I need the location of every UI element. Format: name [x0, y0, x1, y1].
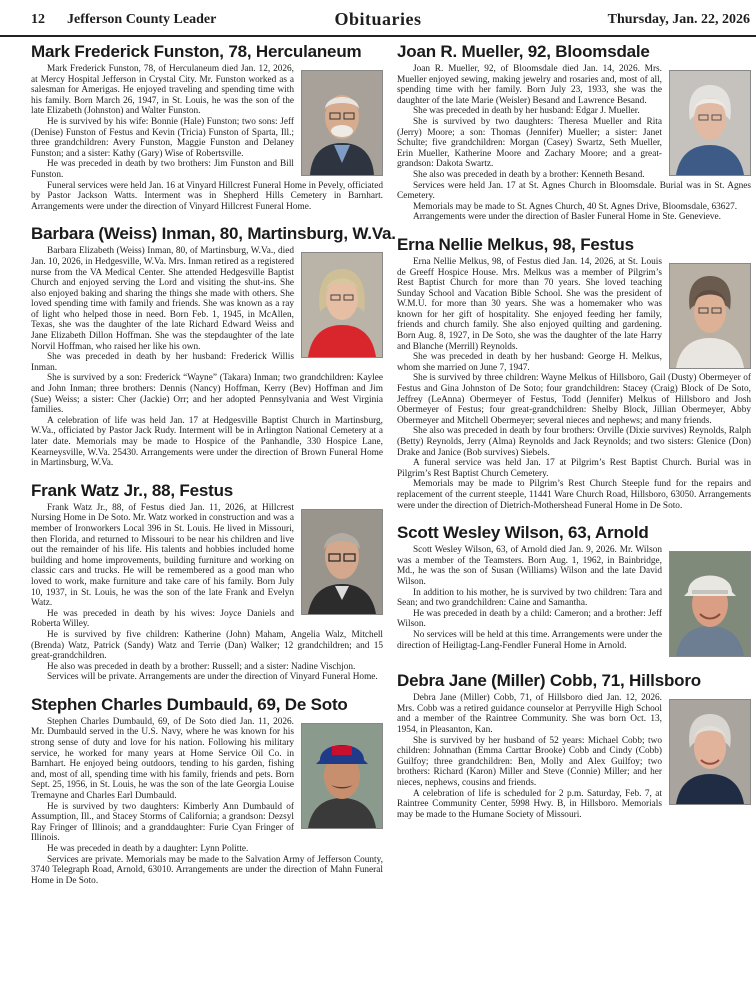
obituary-paragraph: No services will be held at this time. Arrangements were under the direction of Heiligtag-Lang-Fendler Funeral Home in Arnold.	[397, 629, 662, 651]
obituary-paragraph: He was preceded in death by two brothers: Jim Funston and Bill Funston.	[31, 159, 294, 180]
obituary-watz	[31, 479, 383, 693]
obituary-paragraph: He was preceded in death by a daughter: Lynn Politte.	[47, 844, 249, 854]
obituary-paragraph: She was preceded in death by her husband: Frederick Willis Inman.	[31, 352, 294, 373]
obituary-paragraph: She was preceded in death by her husband: George H. Melkus, whom she married on June 7, 1947.	[397, 352, 662, 373]
obituary-paragraph: She was preceded in death by her husband: Edgar J. Mueller.	[413, 106, 640, 117]
obituary-headline: Erna Nellie Melkus, 98, Festus	[397, 234, 634, 254]
portrait-photo	[301, 723, 383, 829]
obituary-paragraph: Services were held Jan. 17 at St. Agnes Church in Bloomsdale. Burial was in St. Agnes Cemetery.	[397, 180, 751, 202]
obituary-paragraph: He was preceded in death by a child: Cameron; and a brother: Jeff Wilson.	[397, 608, 662, 630]
obituary-paragraph: Stephen Charles Dumbauld, 69, of De Soto died Jan. 11, 2026. Mr. Dumbauld served in the U.S. Navy, where he was known for his strong sense of duty and love for his nation. Following his military service, he worked for many years at Home Service Oil Co. in Barnhart. He enjoyed being outdoors, tending to his garden, fishing and, most of all, spending time with his family, friends and pets. Born Sept. 25, 1956, in St. Louis, he was the son of the late Georgia Louise Tremayne and Charles Earl Dumbauld.	[31, 716, 294, 802]
obituary-paragraph: He was preceded in death by his wives: Joyce Daniels and Roberta Willey.	[31, 608, 294, 630]
newspaper-name: Jefferson County Leader	[67, 12, 217, 27]
obituary-paragraph: Joan R. Mueller, 92, of Bloomsdale died Jan. 14, 2026. Mrs. Mueller enjoyed sewing, making jewelry and rosaries and, most of all, spending time with her family. Born July 23, 1933, she was the daughter of the late Marie (Weisler) Besand and Lawrence Besand.	[397, 64, 662, 106]
obituary-paragraph: Barbara Elizabeth (Weiss) Inman, 80, of Martinsburg, W.Va., died Jan. 10, 2026, in Hedgesville, W.Va. Mrs. Inman retired as a registered nurse from the VA Medical Center. She attended Hedgesville Baptist Church and enjoyed serving the Lord and visiting the shut-ins. She also enjoyed baking and sharing the things she made with others. She loved spending time with family and friends. She was known as a ray of light who helped those in need. Born Feb. 1, 1945, in McAllen, Texas, she was the daughter of the late Richard Edward Weiss and Jane Elizabeth Dillon Hoffman. She was the stepdaughter of the late Norvil Hoffman, who raised her like his own.	[31, 246, 294, 352]
obituary-paragraph: A funeral service was held Jan. 17 at Pilgrim’s Rest Baptist Church. Burial was in Pilgrim’s Rest Baptist Church Cemetery.	[397, 458, 751, 479]
obituary-headline: Mark Frederick Funston, 78, Herculaneum	[31, 42, 362, 61]
obituary-paragraph: In addition to his mother, he is survived by two children: Tara and Sean; and two grandchildren: Caine and Samantha.	[397, 587, 662, 609]
obituary-paragraph: She is survived by her husband of 52 years: Michael Cobb; two children: Johnathan (Emma Carttar Brooke) Cobb and Cindy (Cobb) Guilfoy; three grandchildren: Ben, Molly and Alex Guilfoy; two brothers: Richard (Karon) Miller and Steve (Connie) Miller; and her nieces, nephews, cousins and friends.	[397, 735, 662, 788]
obituary-paragraph: Debra Jane (Miller) Cobb, 71, of Hillsboro died Jan. 12, 2026. Mrs. Cobb was a retired guidance counselor at Perryville High School and a member of the Raintree Community. She was born Oct. 13, 1954, in Pleasanton, Kan.	[397, 693, 662, 735]
obituary-paragraph: Services will be private. Arrangements are under the direction of Vinyard Funeral Home.	[47, 672, 378, 683]
obituary-paragraph: She is survived by a son: Frederick “Wayne” (Takara) Inman; two grandchildren: Kaylee and John Inman; three brothers: Dennis (Nancy) Hoffman, Kerry (Bev) Hoffman and Jim (Sue) Weiss; a sister: Cher (Jackie) Orr; and her adopted Pennsylvania and West Virginia families.	[31, 373, 383, 416]
portrait-photo	[301, 70, 383, 176]
obituary-paragraph: Scott Wesley Wilson, 63, of Arnold died Jan. 9, 2026. Mr. Wilson was a member of the Teamsters. Born Aug. 1, 1962, in Bainbridge, Md., he was the son of Susan (Williams) Wilson and the late David Wilson.	[397, 545, 662, 587]
issue-date: Thursday, Jan. 22, 2026	[607, 12, 750, 27]
portrait-photo	[301, 252, 383, 358]
obituary-headline: Barbara (Weiss) Inman, 80, Martinsburg, W.Va.	[31, 224, 396, 244]
left-column	[31, 40, 396, 886]
obituary-paragraph: She is survived by two daughters: Theresa Mueller and Rita (Jerry) Moore; a son: Thomas (Jennifer) Mueller; a sister: Janet Schulte; five grandchildren: Morgan (Casey) Swartz, Seth Mueller, Erin Mueller, Katherine Moore and Zachary Moore; and a great-grandson: Dakota Swartz.	[397, 116, 662, 170]
obituary-funston	[31, 40, 383, 222]
obituary-paragraph: She also was preceded in death by four brothers: Orville (Dixie survives) Reynolds, Ralph (Betty) Reynolds, Jerry (Alma) Reynolds and Jack Reynolds; and two sisters: Glenice (Don) Drake and Janice (Bob survives) Siebels.	[397, 426, 751, 458]
portrait-photo	[669, 699, 751, 805]
page-header	[0, 0, 756, 38]
obituary-paragraph: Funeral services were held Jan. 16 at Vinyard Hillcrest Funeral Home in Pevely, officiated by Pastor Jackson Watts. Interment was in Shepherd Hills Cemetery in Barnhart. Arrangements were under the direction of Vinyard Hillcrest Funeral Home.	[31, 180, 383, 212]
obituary-paragraph: Frank Watz Jr., 88, of Festus died Jan. 11, 2026, at Hillcrest Nursing Home in De Soto. Mr. Watz worked in construction and was a member of Ironworkers Local 396 in St. Louis. He lived in Missouri, then Florida, and returned to Missouri to be near his children and live out the remainder of his life. His talents and hobbies included home building and home improvements, building furniture and working on classic cars and trucks. He will be remembered as a good man who loved to work, make furniture and take care of his family. Born July 10, 1937, in St. Louis, he was the son of the late Frank and Evelyn Watz.	[31, 502, 294, 609]
obituary-paragraph: Memorials may be made to Pilgrim’s Rest Church Steeple fund for the repairs and replacement of the current steeple, 11441 Ware Church Road, Hillsboro, 63050. Arrangements were under the direction of Dietrich-Mothershead Funeral Home in De Soto.	[397, 479, 751, 511]
header-rule	[0, 35, 756, 37]
obituary-dumbauld	[31, 693, 383, 887]
obituary-headline: Joan R. Mueller, 92, Bloomsdale	[397, 42, 650, 61]
obituary-paragraph: Arrangements were under the direction of Basler Funeral Home in Ste. Genevieve.	[413, 212, 721, 223]
obituary-headline: Debra Jane (Miller) Cobb, 71, Hillsboro	[397, 671, 701, 691]
portrait-photo	[669, 70, 751, 176]
obituary-wilson	[397, 521, 751, 669]
obituary-paragraph: She also was preceded in death by a brother: Kenneth Besand.	[413, 169, 645, 180]
obituary-paragraph: He is survived by his wife: Bonnie (Hale) Funston; two sons: Jeff (Denise) Funston of Festus and Kevin (Tricia) Funston of Sparta, Ill.; three grandchildren: Avery Funston, Maggie Funston and Delaney Funston; and a sister: Kathy (Gary) Wise of Robertsville.	[31, 116, 294, 159]
obituary-headline: Frank Watz Jr., 88, Festus	[31, 480, 234, 500]
obituary-paragraph: He is survived by five children: Katherine (John) Maham, Angelia Walz, Mitchell (Brenda) Watz, Patrick (Sandy) Watz and Terrie (Dan) Walker; 12 grandchildren; and 15 great-grandchildren.	[31, 629, 383, 662]
obituary-paragraph: Services are private. Memorials may be made to the Salvation Army of Jefferson County, 3740 Telegraph Road, Arnold, 63010. Arrangements are under the direction of Mahn Funeral Home in De Soto.	[31, 854, 383, 886]
obituary-paragraph: A celebration of life was held Jan. 17 at Hedgesville Baptist Church in Martinsburg, W.Va., officiated by Pastor Jack Rudy. Interment will be in Arlington National Cemetery at a later date. Memorials may be made to Hospice of the Panhandle, 330 Hospice Lane, Kearneysville, W.Va. 25430. Arrangements were under the direction of Brown Funeral Home in Martinsburg, W.Va.	[31, 415, 383, 469]
obituary-paragraph: She is survived by three children: Wayne Melkus of Hillsboro, Gail (Dusty) Obermeyer of Festus and Gina Johnston of De Soto; four grandchildren: Stacey (Craig) Block of De Soto, Jeffrey (LeAnna) Obermeyer of Festus, Todd (Jennifer) Melkus of Hillsboro and Josh Obermeyer of Festus; four great-grandchildren: Shelby Block, Jillian Obermeyer, Abby Obermeyer and Mitchell Obermeyer; several nieces and nephews; and many friends.	[397, 373, 751, 426]
obituary-melkus	[397, 233, 751, 521]
page-number: 12	[31, 12, 45, 27]
obituary-headline: Stephen Charles Dumbauld, 69, De Soto	[31, 694, 348, 714]
obituary-paragraph: He is survived by two daughters: Kimberly Ann Dumbauld of Assumption, Ill., and Stacey Storms of California; a grandson: Dezsyl Ray Fringer of Illinois; and a granddaughter: Furie Cyan Fringer of Illinois.	[31, 801, 294, 844]
obituary-paragraph: He also was preceded in death by a brother: Russell; and a sister: Nadine Vischjon.	[47, 661, 356, 672]
portrait-photo	[301, 509, 383, 615]
obituary-paragraph: Mark Frederick Funston, 78, of Herculaneum died Jan. 12, 2026, at Mercy Hospital Jefferson in Crystal City. Mr. Funston worked as a salesman for Amerigas. He enjoyed traveling and spending time with his family. Born March 26, 1947, in St. Louis, he was the son of the late Elizabeth (Johnston) and Walter Funston.	[31, 64, 294, 117]
obituary-paragraph: Erna Nellie Melkus, 98, of Festus died Jan. 14, 2026, at St. Louis de Greeff Hospice House. Mrs. Melkus was a member of Pilgrim’s Rest Baptist Church for more than 70 years. She loved teaching Sunday School and Vacation Bible School. She was the president of W.M.U. for more than 30 years. She was a homemaker who was known for her gift of hospitality. She enjoyed feeding her family, friends and church family. She also enjoyed quilting and gardening. Born Aug. 8, 1927, in De Soto, she was the daughter of the late Harry and Blanche (Merrill) Reynolds.	[397, 256, 662, 352]
portrait-photo	[669, 263, 751, 369]
obituary-mueller	[397, 40, 751, 233]
obituary-cobb	[397, 669, 751, 820]
obituary-inman	[31, 222, 396, 478]
section-title: Obituaries	[334, 9, 422, 29]
obituary-paragraph: A celebration of life is scheduled for 2 p.m. Saturday, Feb. 7, at Raintree Community Center, 5998 Hwy. B, in Hillsboro. Memorials may be made to the Humane Society of Missouri.	[397, 788, 662, 820]
portrait-photo	[669, 551, 751, 657]
obituary-headline: Scott Wesley Wilson, 63, Arnold	[397, 523, 649, 543]
right-column	[397, 40, 751, 820]
obituary-paragraph: Memorials may be made to St. Agnes Church, 40 St. Agnes Drive, Bloomsdale, 63627.	[413, 201, 738, 212]
